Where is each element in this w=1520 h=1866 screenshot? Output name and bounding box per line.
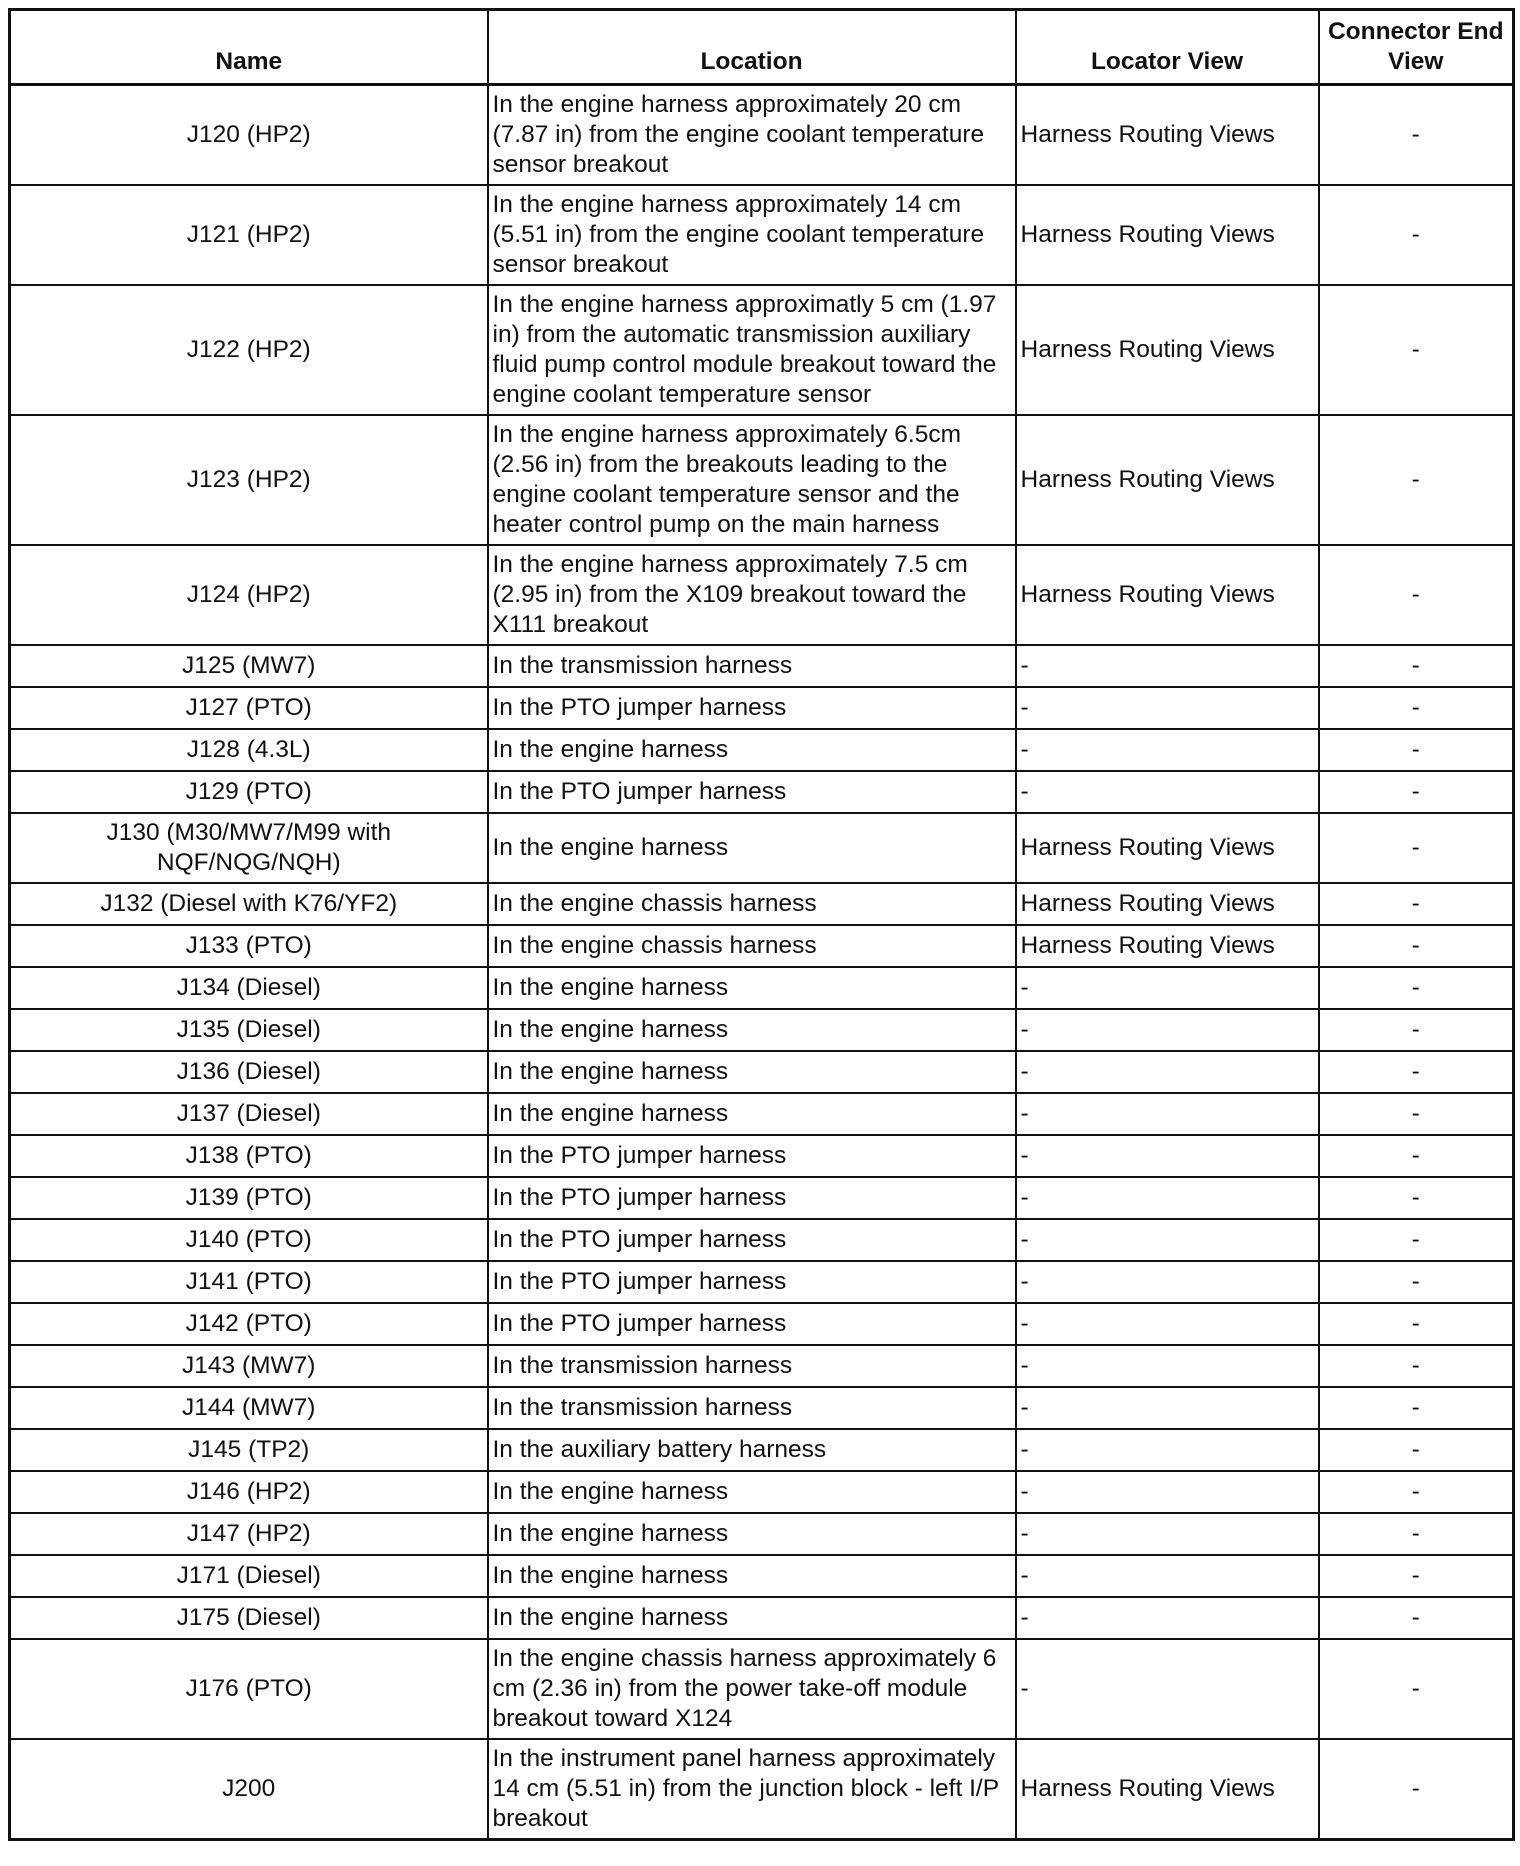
cell-connector-end-view: - (1319, 545, 1514, 645)
table-row (10, 883, 1514, 925)
table-row (10, 813, 1514, 883)
column-header-location: Location (488, 10, 1016, 85)
table-row (10, 1387, 1514, 1429)
table-row (10, 967, 1514, 1009)
cell-connector-end-view: - (1319, 1739, 1514, 1840)
table-row (10, 1471, 1514, 1513)
cell-name: J132 (Diesel with K76/YF2) (10, 883, 488, 925)
cell-name: J128 (4.3L) (10, 729, 488, 771)
cell-connector-end-view: - (1319, 925, 1514, 967)
cell-locator-view: - (1016, 687, 1319, 729)
cell-locator-view: - (1016, 1429, 1319, 1471)
splice-location-table (8, 8, 1515, 1841)
cell-location: In the engine harness (488, 1051, 1016, 1093)
cell-location: In the PTO jumper harness (488, 687, 1016, 729)
cell-name: J130 (M30/MW7/M99 with NQF/NQG/NQH) (10, 813, 488, 883)
cell-name: J142 (PTO) (10, 1303, 488, 1345)
cell-locator-view: - (1016, 1387, 1319, 1429)
cell-location: In the instrument panel harness approximately 14 cm (5.51 in) from the junction block - left I/P breakout (488, 1739, 1016, 1840)
cell-connector-end-view: - (1319, 729, 1514, 771)
cell-location: In the engine harness (488, 967, 1016, 1009)
cell-connector-end-view: - (1319, 415, 1514, 545)
table-row (10, 1303, 1514, 1345)
cell-name: J175 (Diesel) (10, 1597, 488, 1639)
cell-name: J136 (Diesel) (10, 1051, 488, 1093)
table-row (10, 1219, 1514, 1261)
table-row (10, 1597, 1514, 1639)
cell-connector-end-view: - (1319, 1177, 1514, 1219)
cell-connector-end-view: - (1319, 1009, 1514, 1051)
table-row (10, 545, 1514, 645)
cell-location: In the PTO jumper harness (488, 1303, 1016, 1345)
table-body (10, 85, 1514, 1840)
cell-locator-view: Harness Routing Views (1016, 883, 1319, 925)
cell-location: In the engine harness (488, 1555, 1016, 1597)
cell-locator-view: - (1016, 771, 1319, 813)
cell-connector-end-view: - (1319, 85, 1514, 186)
cell-connector-end-view: - (1319, 1429, 1514, 1471)
table-row (10, 1135, 1514, 1177)
cell-locator-view: Harness Routing Views (1016, 1739, 1319, 1840)
table-row (10, 415, 1514, 545)
cell-location: In the engine harness (488, 1009, 1016, 1051)
cell-name: J139 (PTO) (10, 1177, 488, 1219)
cell-name: J138 (PTO) (10, 1135, 488, 1177)
cell-name: J143 (MW7) (10, 1345, 488, 1387)
table-row (10, 645, 1514, 687)
table-row (10, 1345, 1514, 1387)
cell-locator-view: Harness Routing Views (1016, 925, 1319, 967)
cell-location: In the PTO jumper harness (488, 1219, 1016, 1261)
cell-connector-end-view: - (1319, 1387, 1514, 1429)
cell-locator-view: Harness Routing Views (1016, 545, 1319, 645)
table-row (10, 771, 1514, 813)
cell-locator-view: Harness Routing Views (1016, 813, 1319, 883)
cell-locator-view: - (1016, 967, 1319, 1009)
cell-locator-view: - (1016, 645, 1319, 687)
cell-location: In the PTO jumper harness (488, 1177, 1016, 1219)
cell-location: In the engine harness approximately 7.5 cm (2.95 in) from the X109 breakout toward the X111 breakout (488, 545, 1016, 645)
cell-locator-view: - (1016, 1219, 1319, 1261)
cell-locator-view: - (1016, 1555, 1319, 1597)
cell-location: In the engine harness (488, 729, 1016, 771)
cell-location: In the transmission harness (488, 645, 1016, 687)
table-row (10, 1555, 1514, 1597)
header-row (10, 10, 1514, 85)
cell-name: J133 (PTO) (10, 925, 488, 967)
cell-location: In the engine harness (488, 813, 1016, 883)
cell-name: J137 (Diesel) (10, 1093, 488, 1135)
column-header-name: Name (10, 10, 488, 85)
cell-name: J120 (HP2) (10, 85, 488, 186)
cell-connector-end-view: - (1319, 1093, 1514, 1135)
cell-locator-view: - (1016, 1639, 1319, 1739)
column-header-connector-end-view: Connector End View (1319, 10, 1514, 85)
cell-connector-end-view: - (1319, 1597, 1514, 1639)
table-row (10, 1739, 1514, 1840)
cell-connector-end-view: - (1319, 1303, 1514, 1345)
cell-location: In the engine harness (488, 1597, 1016, 1639)
cell-name: J127 (PTO) (10, 687, 488, 729)
cell-location: In the engine harness (488, 1513, 1016, 1555)
table-row (10, 1093, 1514, 1135)
cell-location: In the PTO jumper harness (488, 771, 1016, 813)
table-row (10, 729, 1514, 771)
cell-location: In the engine harness (488, 1471, 1016, 1513)
table-row (10, 1639, 1514, 1739)
cell-locator-view: Harness Routing Views (1016, 85, 1319, 186)
table-row (10, 285, 1514, 415)
cell-locator-view: - (1016, 1093, 1319, 1135)
cell-connector-end-view: - (1319, 1219, 1514, 1261)
cell-location: In the engine harness approximately 6.5cm (2.56 in) from the breakouts leading to the engine coolant temperature sensor and the heater control pump on the main harness (488, 415, 1016, 545)
cell-name: J122 (HP2) (10, 285, 488, 415)
cell-locator-view: - (1016, 1345, 1319, 1387)
cell-name: J123 (HP2) (10, 415, 488, 545)
cell-locator-view: - (1016, 1051, 1319, 1093)
cell-connector-end-view: - (1319, 1513, 1514, 1555)
cell-locator-view: Harness Routing Views (1016, 285, 1319, 415)
cell-location: In the transmission harness (488, 1387, 1016, 1429)
cell-location: In the engine harness approximately 20 cm (7.87 in) from the engine coolant temperature sensor breakout (488, 85, 1016, 186)
cell-locator-view: - (1016, 729, 1319, 771)
table-row (10, 185, 1514, 285)
cell-name: J125 (MW7) (10, 645, 488, 687)
cell-connector-end-view: - (1319, 967, 1514, 1009)
cell-location: In the PTO jumper harness (488, 1135, 1016, 1177)
cell-name: J135 (Diesel) (10, 1009, 488, 1051)
cell-name: J141 (PTO) (10, 1261, 488, 1303)
cell-name: J200 (10, 1739, 488, 1840)
cell-location: In the auxiliary battery harness (488, 1429, 1016, 1471)
column-header-locator-view: Locator View (1016, 10, 1319, 85)
table-row (10, 687, 1514, 729)
cell-connector-end-view: - (1319, 813, 1514, 883)
table-row (10, 85, 1514, 186)
cell-locator-view: - (1016, 1597, 1319, 1639)
cell-location: In the engine harness (488, 1093, 1016, 1135)
cell-name: J129 (PTO) (10, 771, 488, 813)
cell-name: J145 (TP2) (10, 1429, 488, 1471)
table-row (10, 1261, 1514, 1303)
cell-locator-view: - (1016, 1261, 1319, 1303)
cell-name: J121 (HP2) (10, 185, 488, 285)
cell-locator-view: - (1016, 1303, 1319, 1345)
table-row (10, 1051, 1514, 1093)
cell-connector-end-view: - (1319, 285, 1514, 415)
cell-name: J176 (PTO) (10, 1639, 488, 1739)
cell-name: J124 (HP2) (10, 545, 488, 645)
table-row (10, 1513, 1514, 1555)
cell-connector-end-view: - (1319, 1555, 1514, 1597)
cell-name: J147 (HP2) (10, 1513, 488, 1555)
cell-location: In the engine chassis harness (488, 883, 1016, 925)
table-row (10, 925, 1514, 967)
cell-connector-end-view: - (1319, 687, 1514, 729)
cell-location: In the engine chassis harness approximately 6 cm (2.36 in) from the power take-off module breakout toward X124 (488, 1639, 1016, 1739)
table-row (10, 1429, 1514, 1471)
cell-connector-end-view: - (1319, 1051, 1514, 1093)
cell-connector-end-view: - (1319, 883, 1514, 925)
cell-locator-view: - (1016, 1513, 1319, 1555)
cell-connector-end-view: - (1319, 185, 1514, 285)
cell-connector-end-view: - (1319, 1261, 1514, 1303)
cell-locator-view: - (1016, 1177, 1319, 1219)
cell-name: J140 (PTO) (10, 1219, 488, 1261)
cell-name: J146 (HP2) (10, 1471, 488, 1513)
cell-locator-view: - (1016, 1471, 1319, 1513)
cell-locator-view: - (1016, 1009, 1319, 1051)
cell-connector-end-view: - (1319, 771, 1514, 813)
cell-location: In the engine harness approximatly 5 cm (1.97 in) from the automatic transmission auxiliary fluid pump control module breakout toward the engine coolant temperature sensor (488, 285, 1016, 415)
cell-location: In the engine chassis harness (488, 925, 1016, 967)
cell-connector-end-view: - (1319, 645, 1514, 687)
cell-name: J144 (MW7) (10, 1387, 488, 1429)
cell-locator-view: Harness Routing Views (1016, 185, 1319, 285)
table-row (10, 1177, 1514, 1219)
cell-location: In the transmission harness (488, 1345, 1016, 1387)
cell-location: In the engine harness approximately 14 cm (5.51 in) from the engine coolant temperature sensor breakout (488, 185, 1016, 285)
cell-connector-end-view: - (1319, 1345, 1514, 1387)
table-header (10, 10, 1514, 85)
cell-name: J171 (Diesel) (10, 1555, 488, 1597)
cell-connector-end-view: - (1319, 1639, 1514, 1739)
cell-connector-end-view: - (1319, 1135, 1514, 1177)
table-row (10, 1009, 1514, 1051)
cell-name: J134 (Diesel) (10, 967, 488, 1009)
cell-location: In the PTO jumper harness (488, 1261, 1016, 1303)
cell-connector-end-view: - (1319, 1471, 1514, 1513)
cell-locator-view: - (1016, 1135, 1319, 1177)
cell-locator-view: Harness Routing Views (1016, 415, 1319, 545)
